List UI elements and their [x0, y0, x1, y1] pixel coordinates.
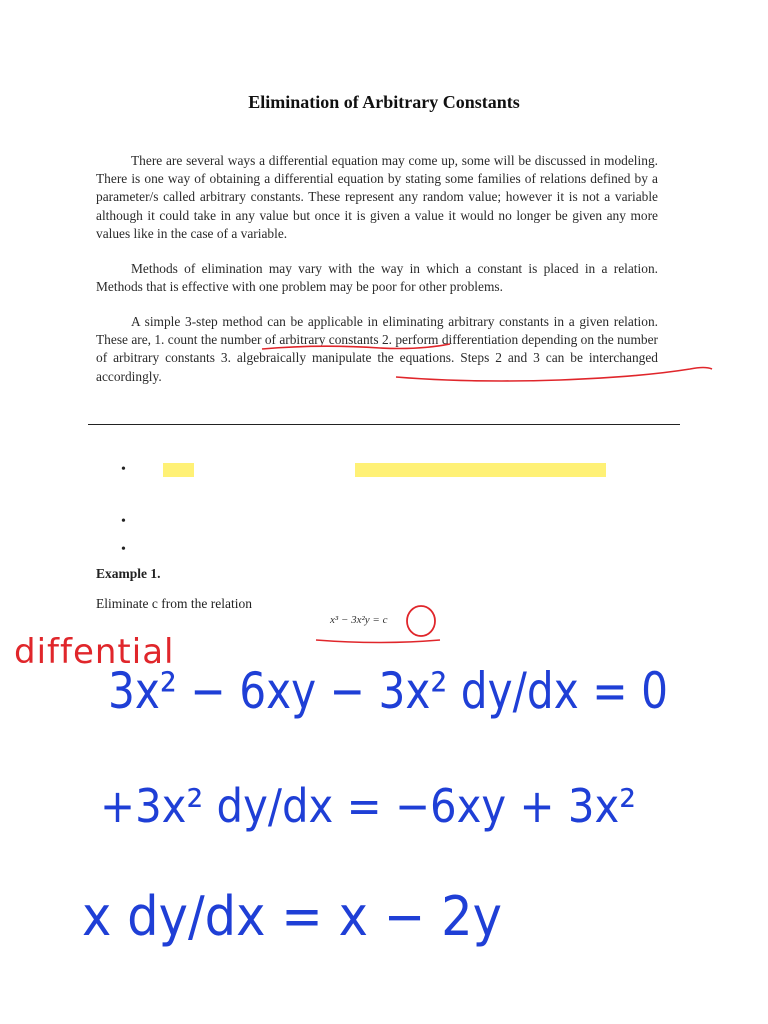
handwritten-line-1: 3x² − 6xy − 3x² dy/dx = 0 [108, 662, 668, 720]
paragraph-3: A simple 3-step method can be applicable in eliminating arbitrary constants in a given relation. These are, 1. count the number of arbitrary constants 2. perform differentiation depending on the number of arbitrary constants 3. algebraically manipulate the equations. Steps 2 and 3 can be interchanged accordingly. [96, 314, 658, 384]
red-underline-3 [316, 640, 440, 643]
red-underline-1 [262, 344, 450, 349]
example-text: Eliminate c from the relation [96, 596, 252, 611]
example-title: Example 1. [96, 566, 161, 581]
bullet-point: • [121, 514, 126, 529]
handwritten-line-2: +3x² dy/dx = −6xy + 3x² [100, 779, 636, 833]
handwritten-line-3: x dy/dx = x − 2y [82, 885, 502, 948]
bullet-point: • [121, 462, 126, 477]
page-title: Elimination of Arbitrary Constants [248, 92, 520, 112]
bullet-point: • [121, 542, 126, 557]
red-circle [407, 606, 435, 636]
paragraph-1: There are several ways a differential equation may come up, some will be discussed in modeling. There is one way of obtaining a differential equation by stating some families of relations defined by a parameter/s called arbitrary constants. These represent any random value; however it is not a variable although it could take in any value but once it is given a value it would no longer be given any more values like in the case of a variable. [96, 153, 658, 241]
paragraph-2: Methods of elimination may vary with the way in which a constant is placed in a relation. Methods that is effective with one problem may be poor for other problems. [96, 261, 658, 295]
handwritten-note: diffential [14, 632, 175, 672]
relation-formula: x³ − 3x²y = c [330, 614, 388, 626]
red-underline-2 [396, 368, 712, 382]
